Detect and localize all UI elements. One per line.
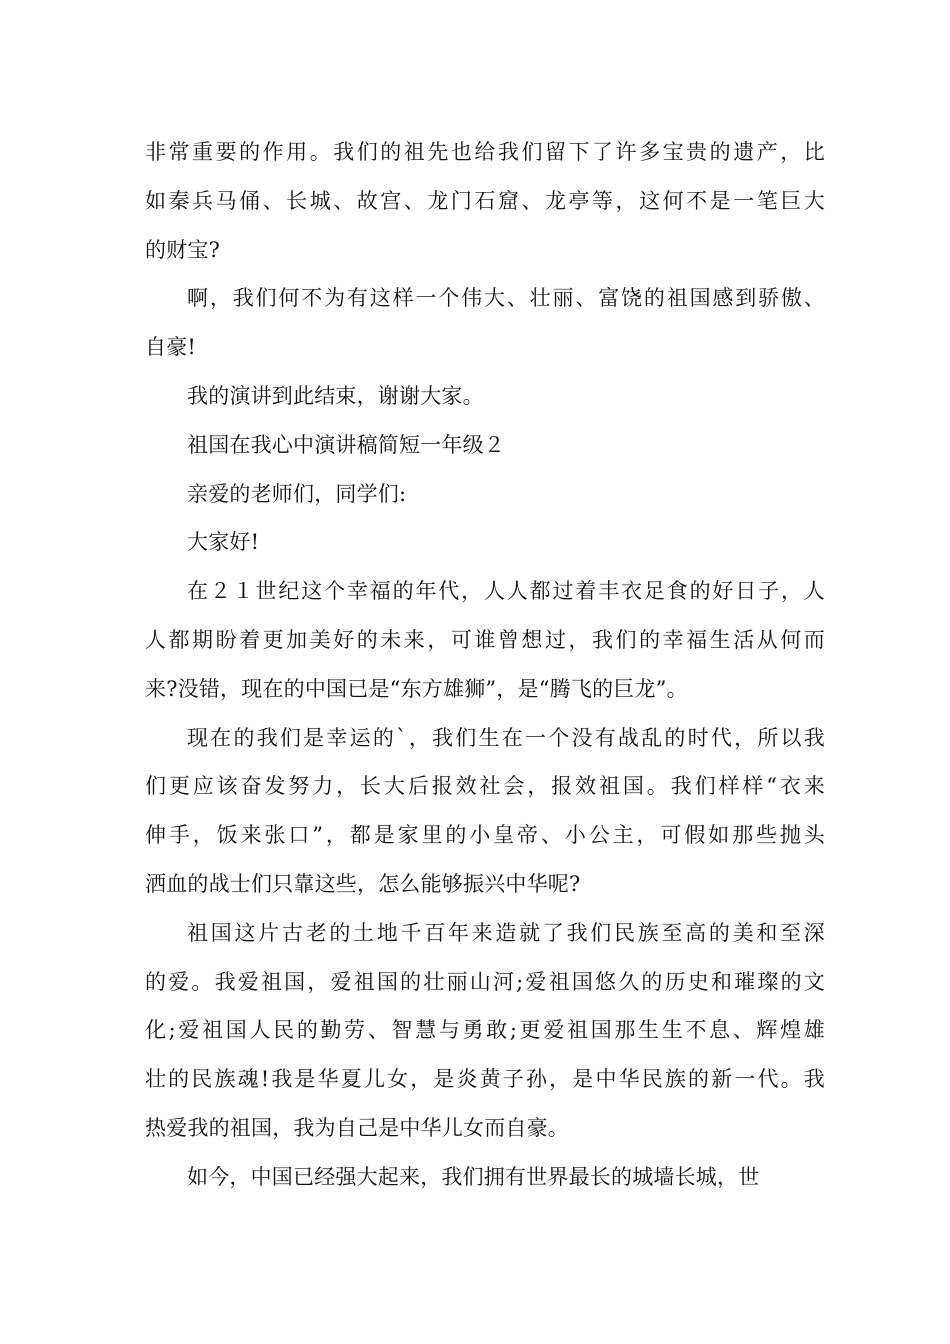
paragraph [145,714,825,909]
paragraph [145,372,825,421]
text-line: 啊，我们何不为有这样一个伟大、壮丽、富饶的祖国感到骄傲、 [187,286,825,311]
text-line: 非常重要的作用。我们的祖先也给我们留下了许多宝贵的遗产，比 [145,140,825,164]
paragraph [145,470,825,519]
paragraph [145,421,825,470]
text-line: 伸手，饭来张口”，都是家里的小皇帝、小公主，可假如那些抛头 [145,823,825,848]
document-body [145,128,825,1202]
text-line: 洒血的战士们只靠这些，怎么能够振兴中华呢? [145,871,581,896]
text-line: 大家好! [187,530,260,555]
paragraph [145,128,825,274]
paragraph [145,567,825,713]
paragraph [145,518,825,567]
text-line: 亲爱的老师们，同学们: [187,481,407,506]
text-line: 我的演讲到此结束，谢谢大家。 [187,383,484,408]
text-line: 祖国这片古老的土地千百年来造就了我们民族至高的美和至深 [187,920,825,945]
text-line: 如秦兵马俑、长城、故宫、龙门石窟、龙亭等，这何不是一笔巨大 [145,188,825,213]
text-line: 如今，中国已经强大起来，我们拥有世界最长的城墙长城，世 [187,1164,760,1189]
text-line: 来?没错，现在的中国已是“东方雄狮”，是“腾飞的巨龙”。 [145,676,688,701]
text-line: 祖国在我心中演讲稿简短一年级２ [187,432,505,457]
paragraph [145,274,825,372]
text-line: 壮的民族魂!我是华夏儿女，是炎黄子孙，是中华民族的新一代。我 [145,1067,825,1092]
text-line: 热爱我的祖国，我为自己是中华儿女而自豪。 [145,1115,569,1140]
text-line: 们更应该奋发努力，长大后报效社会，报效祖国。我们样样“衣来 [145,774,825,799]
text-line: 现在的我们是幸运的`，我们生在一个没有战乱的时代，所以我 [187,725,825,750]
text-line: 自豪! [145,335,197,360]
text-line: 在２１世纪这个幸福的年代，人人都过着丰衣足食的好日子，人 [187,579,825,604]
text-line: 人都期盼着更加美好的未来，可谁曾想过，我们的幸福生活从何而 [145,627,825,652]
text-line: 的爱。我爱祖国，爱祖国的壮丽山河;爱祖国悠久的历史和璀璨的文 [145,969,825,994]
text-line: 的财宝? [145,237,221,262]
paragraph [145,909,825,1153]
paragraph [145,1153,825,1202]
text-line: 化;爱祖国人民的勤劳、智慧与勇敢;更爱祖国那生生不息、辉煌雄 [145,1018,825,1043]
